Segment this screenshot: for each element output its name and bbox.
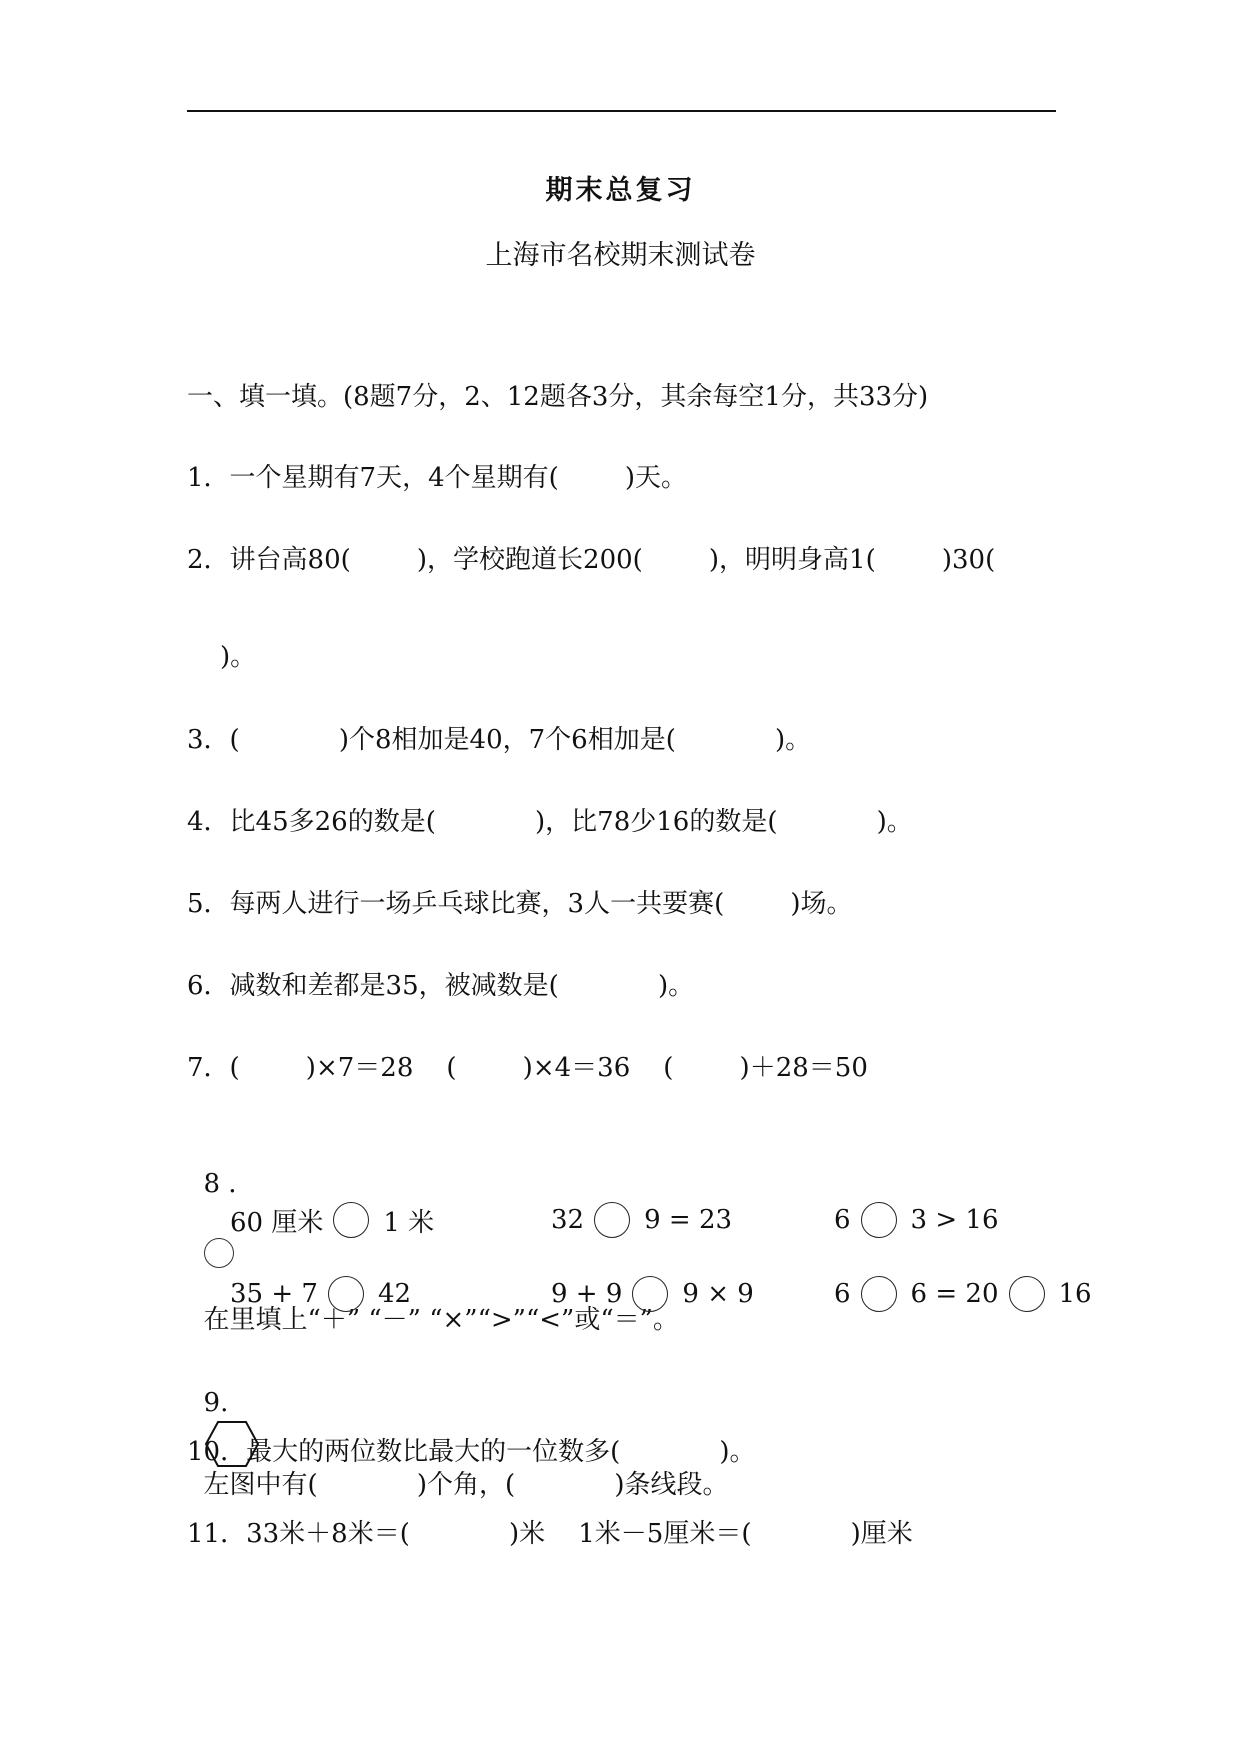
answer-circle[interactable]: [632, 1276, 668, 1312]
q8-item-3: [834, 1200, 999, 1240]
q8-item-1-left: 60 厘米: [230, 1207, 324, 1238]
q8-item-4: [230, 1274, 411, 1314]
q8-item-4-right: 42: [377, 1279, 412, 1309]
q8-item-1-right: 1 米: [383, 1207, 435, 1238]
question-8-text: 在里填上“＋” “－” “×”“>”“<”或“＝”。: [203, 1305, 679, 1335]
q8-item-5-left: 9 + 9: [551, 1279, 623, 1309]
question-7: 7．( )×7＝28 ( )×4＝36 ( )＋28＝50: [187, 1053, 868, 1083]
q8-item-2-right: 9 = 23: [644, 1205, 733, 1235]
question-2-line-2: )。: [220, 642, 257, 672]
question-2-line-1: 2．讲台高80( )，学校跑道长200( )，明明身高1( )30(: [187, 545, 996, 575]
answer-circle[interactable]: [333, 1202, 369, 1238]
question-9: [187, 1352, 728, 1502]
q8-item-2: [551, 1200, 732, 1240]
q8-item-6-left: 6: [834, 1279, 851, 1309]
answer-circle[interactable]: [861, 1202, 897, 1238]
page-subtitle: 上海市名校期末测试卷: [485, 240, 756, 271]
question-3: 3．( )个8相加是40，7个6相加是( )。: [187, 725, 812, 755]
question-1: 1．一个星期有7天，4个星期有( )天。: [187, 463, 688, 493]
answer-circle[interactable]: [328, 1276, 364, 1312]
q8-item-6: [834, 1274, 1092, 1314]
q8-item-6-right: 16: [1058, 1279, 1092, 1309]
question-6: 6．减数和差都是35，被减数是( )。: [187, 971, 695, 1001]
q8-item-1: [230, 1200, 434, 1240]
answer-circle[interactable]: [594, 1202, 630, 1238]
page-title: 期末总复习: [545, 175, 696, 206]
question-10: 10．最大的两位数比最大的一位数多( )。: [187, 1437, 756, 1467]
q8-item-3-left: 6: [834, 1205, 851, 1235]
answer-circle[interactable]: [861, 1276, 897, 1312]
circle-blank-icon: [204, 1238, 234, 1268]
question-9-text: 左图中有( )个角，( )条线段。: [203, 1470, 729, 1500]
question-5: 5．每两人进行一场乒乓球比赛，3人一共要赛( )场。: [187, 889, 853, 919]
question-9-number: 9.: [203, 1388, 229, 1418]
q8-item-2-left: 32: [551, 1205, 585, 1235]
answer-circle[interactable]: [1009, 1276, 1045, 1312]
question-8-number: 8 ．: [203, 1169, 255, 1199]
question-11: 11．33米＋8米＝( )米 1米－5厘米＝( )厘米: [187, 1519, 913, 1549]
q8-item-4-left: 35 + 7: [230, 1279, 318, 1309]
header-rule: [187, 110, 1056, 112]
question-4: 4．比45多26的数是( )，比78少16的数是( )。: [187, 807, 913, 837]
section-heading: 一、填一填。(8题7分，2、12题各3分，其余每空1分，共33分): [187, 382, 929, 412]
q8-item-6-middle: 6 = 20: [910, 1279, 999, 1309]
q8-item-3-right: 3 > 16: [910, 1205, 999, 1235]
q8-item-5-right: 9 × 9: [682, 1279, 754, 1309]
q8-item-5: [551, 1274, 754, 1314]
